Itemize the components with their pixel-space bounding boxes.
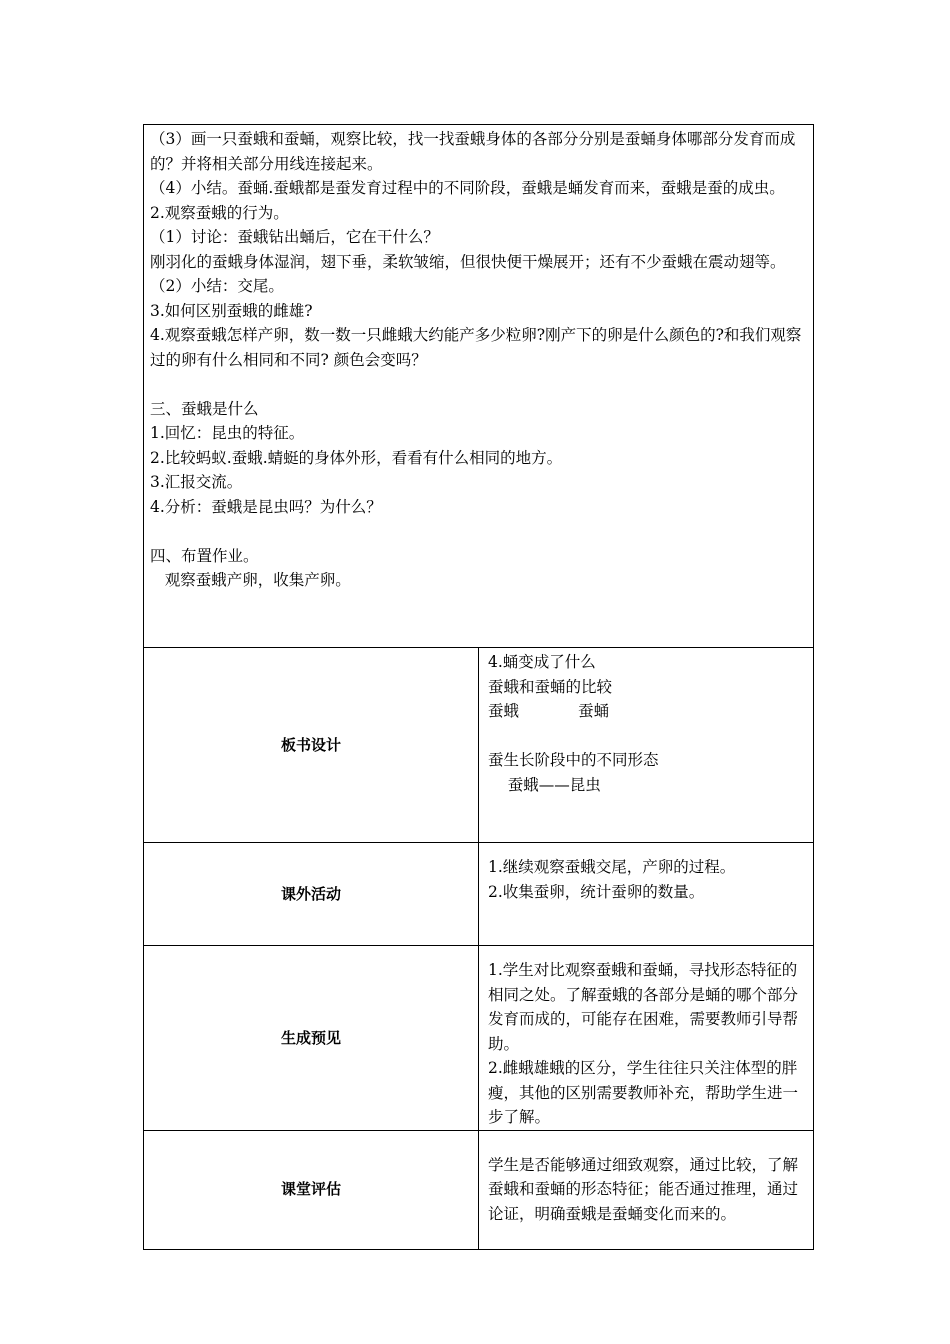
process-line: 3.汇报交流。 — [150, 473, 243, 491]
blank-line — [150, 519, 807, 544]
process-line: 4.分析：蚕蛾是昆虫吗？为什么？ — [150, 497, 382, 516]
prediction-line: 2.雌蛾雄蛾的区分，学生往往只关注体型的胖瘦，其他的区别需要教师补充，帮助学生进一步了解。 — [488, 1059, 799, 1126]
process-line: 刚羽化的蚕蛾身体湿润，翅下垂，柔软皱缩，但很快便干燥展开；还有不少蚕蛾在震动翅等。 — [150, 252, 786, 271]
section-heading: 四、布置作业。 — [150, 546, 259, 565]
process-line: 2.比较蚂蚁.蚕蛾.蜻蜓的身体外形，看看有什么相同的地方。 — [150, 448, 563, 467]
process-line: 观察蚕蛾产卵，收集产卵。 — [150, 571, 351, 589]
process-line: 2.观察蚕蛾的行为。 — [150, 203, 289, 222]
process-line: （3）画一只蚕蛾和蚕蛹，观察比较，找一找蚕蛾身体的各部分分别是蚕蛹身体哪部分发育而成的？并将相关部分用线连接起来。 — [150, 130, 796, 173]
activity-line: 2.收集蚕卵，统计蚕卵的数量。 — [488, 882, 705, 901]
board-line: 蚕蛾和蚕蛹的比较 — [488, 677, 613, 696]
board-line: 蚕蛾 蚕蛹 — [488, 702, 610, 720]
board-line: 4.蛹变成了什么 — [488, 653, 596, 671]
board-design-label: 板书设计 — [144, 648, 479, 843]
activity-line: 1.继续观察蚕蛾交尾，产卵的过程。 — [488, 858, 736, 876]
process-line: （4）小结。蚕蛹.蚕蛾都是蚕发育过程中的不同阶段，蚕蛾是蛹发育而来，蚕蛾是蚕的成虫。 — [150, 179, 785, 197]
evaluation-line: 学生是否能够通过细致观察，通过比较，了解蚕蛾和蚕蛹的形态特征；能否通过推理，通过论证，明确蚕蛾是蚕蛹变化而来的。 — [488, 1155, 799, 1223]
lesson-plan-table — [143, 124, 814, 1250]
outside-activity-content — [479, 843, 814, 946]
section-heading: 三、蚕蛾是什么 — [150, 399, 259, 418]
board-line: 蚕蛾——昆虫 — [488, 775, 601, 794]
prediction-line: 1.学生对比观察蚕蛾和蚕蛹，寻找形态特征的相同之处。了解蚕蛾的各部分是蛹的哪个部分发育而成的，可能存在困难，需要教师引导帮助。 — [488, 961, 799, 1053]
evaluation-content — [479, 1130, 814, 1249]
process-line: 1.回忆：昆虫的特征。 — [150, 424, 305, 442]
prediction-label: 生成预见 — [144, 946, 479, 1131]
blank-line — [488, 724, 807, 749]
process-line: 4.观察蚕蛾怎样产卵，数一数一只雌蛾大约能产多少粒卵?刚产下的卵是什么颜色的?和我们观察过的卵有什么相同和不同? 颜色会变吗？ — [150, 326, 802, 369]
evaluation-label: 课堂评估 — [144, 1130, 479, 1249]
blank-line — [150, 372, 807, 397]
process-line: （1）讨论：蚕蛾钻出蛹后，它在干什么？ — [150, 228, 439, 246]
process-line: （2）小结：交尾。 — [150, 277, 284, 295]
board-design-content — [479, 648, 814, 843]
outside-activity-label: 课外活动 — [144, 843, 479, 946]
board-line: 蚕生长阶段中的不同形态 — [488, 751, 659, 769]
prediction-content — [479, 946, 814, 1131]
process-cell — [144, 125, 814, 648]
process-line: 3.如何区别蚕蛾的雌雄? — [150, 301, 313, 320]
